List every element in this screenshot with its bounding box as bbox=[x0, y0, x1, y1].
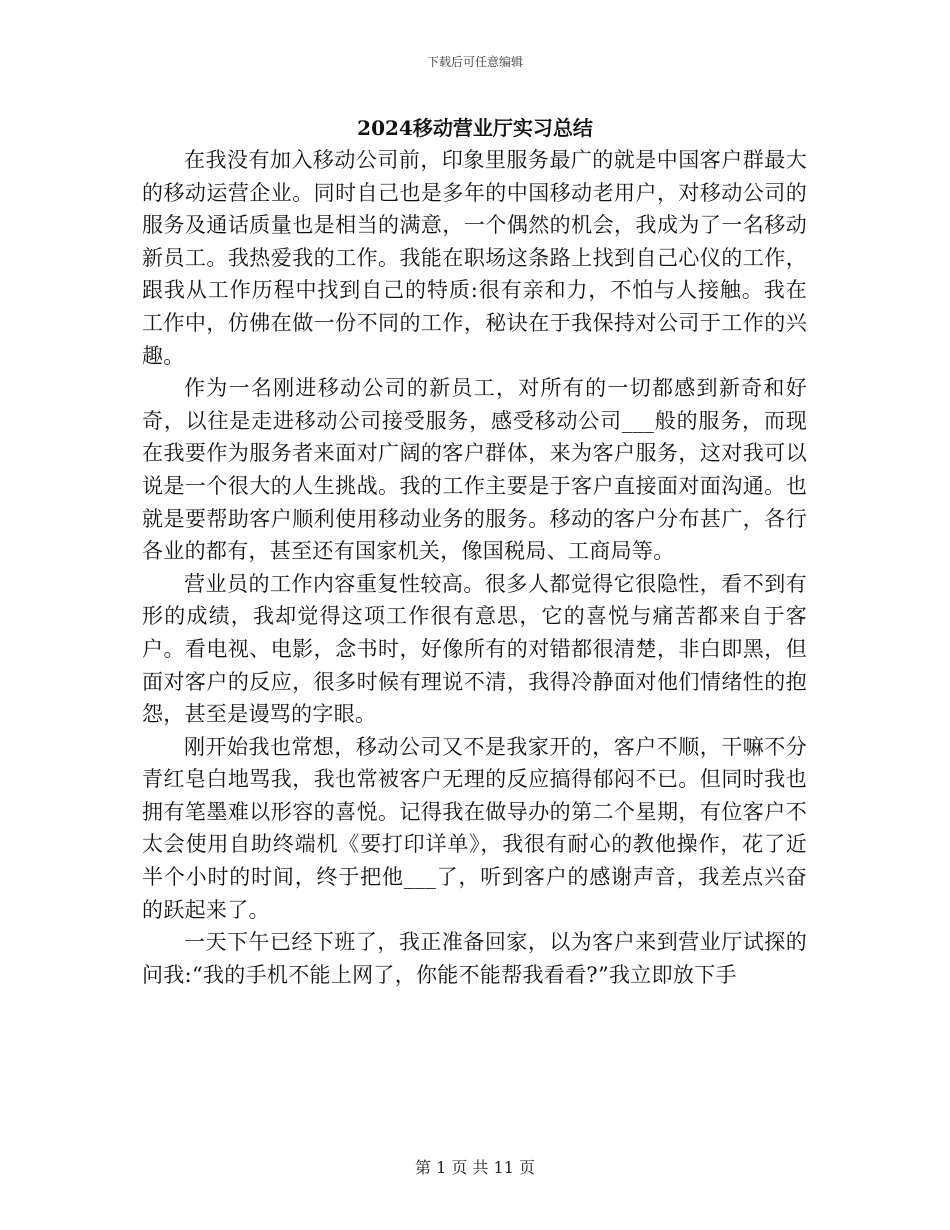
paragraph-1: 在我没有加入移动公司前，印象里服务最广的就是中国客户群最大的移动运营企业。同时自己也是多年的中国移动老用户，对移动公司的服务及通话质量也是相当的满意，一个偶然的机会，我成为了一名移动新员工。我热爱我的工作。我能在职场这条路上找到自己心仪的工作，跟我从工作历程中找到自己的特质:很有亲和力，不怕与人接触。我在工作中，仿佛在做一份不同的工作，秘诀在于我保持对公司于工作的兴趣。 bbox=[142, 148, 807, 368]
header-note: 下载后可任意编辑 bbox=[426, 55, 523, 69]
document-body bbox=[142, 144, 807, 991]
paragraph-4: 刚开始我也常想，移动公司又不是我家开的，客户不顺，干嘛不分青红皂白地骂我，我也常被客户无理的反应搞得郁闷不已。但同时我也拥有笔墨难以形容的喜悦。记得我在做导办的第二个星期，有位客户不太会使用自助终端机《要打印详单》，我很有耐心的教他操作，花了近半个小时的时间，终于把他___了，听到客户的感谢声音，我差点兴奋的跃起来了。 bbox=[142, 734, 807, 922]
paragraph-5: 一天下午已经下班了，我正准备回家，以为客户来到营业厅试探的问我:“我的手机不能上网了，你能不能帮我看看?”我立即放下手 bbox=[142, 930, 807, 987]
paragraph-2: 作为一名刚进移动公司的新员工，对所有的一切都感到新奇和好奇，以往是走进移动公司接受服务，感受移动公司___般的服务，而现在我要作为服务者来面对广阔的客户群体，来为客户服务，这对我可以说是一个很大的人生挑战。我的工作主要是于客户直接面对面沟通。也就是要帮助客户顺利使用移动业务的服务。移动的客户分布甚广，各行各业的都有，甚至还有国家机关，像国税局、工商局等。 bbox=[142, 376, 807, 564]
paragraph-3: 营业员的工作内容重复性较高。很多人都觉得它很隐性，看不到有形的成绩，我却觉得这项工作很有意思，它的喜悦与痛苦都来自于客户。看电视、电影，念书时，好像所有的对错都很清楚，非白即黑，但面对客户的反应，很多时候有理说不清，我得冷静面对他们情绪性的抱怨，甚至是谩骂的字眼。 bbox=[142, 571, 807, 727]
page-footer: 第 1 页 共 11 页 bbox=[415, 1158, 535, 1177]
document-title: 2024移动营业厅实习总结 bbox=[357, 116, 593, 140]
